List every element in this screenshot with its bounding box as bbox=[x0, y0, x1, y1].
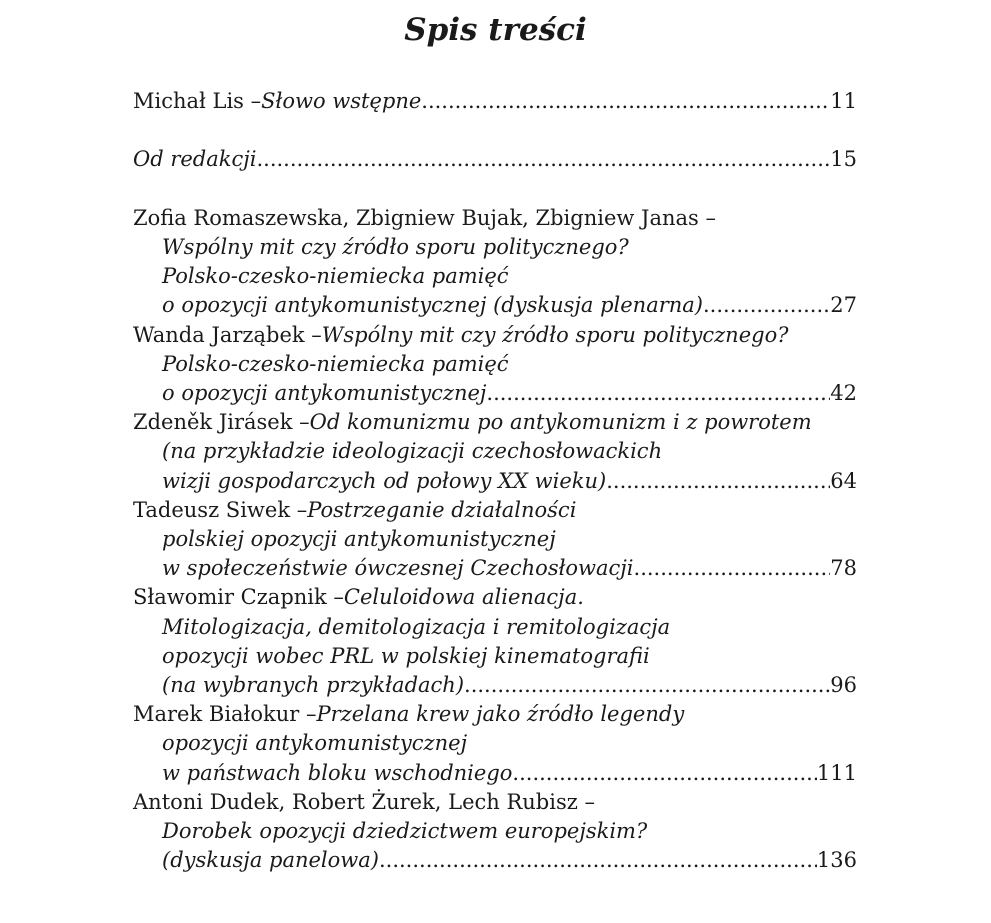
toc-page-number: 64 bbox=[830, 468, 857, 493]
toc-title: Postrzeganie działalności bbox=[307, 497, 577, 522]
toc-title: Wspólny mit czy źródło sporu politycznego? bbox=[162, 234, 629, 259]
toc-author: Wanda Jarząbek – bbox=[133, 322, 322, 347]
toc-entry-bialokur[interactable] bbox=[133, 700, 857, 788]
toc-title: wizji gospodarczych od połowy XX wieku) bbox=[162, 468, 607, 493]
dot-leader bbox=[486, 379, 830, 408]
toc-line bbox=[133, 291, 857, 320]
toc-author: Zdeněk Jirásek – bbox=[133, 410, 310, 435]
toc-author: Zofia Romaszewska, Zbigniew Bujak, Zbigniew Janas – bbox=[133, 205, 716, 230]
toc-page-number: 27 bbox=[830, 293, 857, 318]
dot-leader bbox=[606, 467, 830, 496]
toc-title: Od redakcji bbox=[133, 147, 257, 172]
toc-line bbox=[133, 204, 857, 233]
toc-title: Polsko-czesko-niemiecka pamięć bbox=[162, 351, 509, 376]
toc-author: Marek Białokur – bbox=[133, 702, 317, 727]
toc-title: Wspólny mit czy źródło sporu politycznego? bbox=[321, 322, 789, 347]
toc-author: Sławomir Czapnik – bbox=[133, 585, 344, 610]
table-of-contents bbox=[133, 87, 857, 875]
toc-entry-od-redakcji[interactable] bbox=[133, 145, 857, 174]
toc-page-number: 96 bbox=[830, 673, 857, 698]
dot-leader bbox=[379, 846, 817, 875]
toc-title: Dorobek opozycji dziedzictwem europejskim? bbox=[162, 819, 648, 844]
toc-page-number: 136 bbox=[816, 848, 857, 873]
toc-title: opozycji antykomunistycznej bbox=[162, 731, 468, 756]
toc-page-number: 78 bbox=[830, 556, 857, 581]
toc-title: Celuloidowa alienacja. bbox=[343, 585, 584, 610]
toc-title: w państwach bloku wschodniego bbox=[162, 760, 513, 785]
toc-page-number: 111 bbox=[816, 760, 857, 785]
toc-line bbox=[133, 788, 857, 817]
toc-line bbox=[133, 321, 857, 350]
dot-leader bbox=[703, 291, 830, 320]
page-title: Spis treści bbox=[404, 12, 587, 48]
toc-title: (dyskusja panelowa) bbox=[162, 848, 379, 873]
toc-line bbox=[133, 671, 857, 700]
toc-entry-lis[interactable] bbox=[133, 87, 857, 116]
toc-title: (na wybranych przykładach) bbox=[162, 673, 465, 698]
dot-leader bbox=[634, 554, 831, 583]
toc-title: o opozycji antykomunistycznej (dyskusja plenarna) bbox=[162, 293, 703, 318]
toc-entry-dudek[interactable] bbox=[133, 788, 857, 876]
toc-entry-romaszewska[interactable] bbox=[133, 204, 857, 321]
toc-author: Antoni Dudek, Robert Żurek, Lech Rubisz – bbox=[133, 789, 595, 814]
toc-line bbox=[133, 467, 857, 496]
toc-title: opozycji wobec PRL w polskiej kinematografii bbox=[162, 643, 650, 668]
toc-author: Tadeusz Siwek – bbox=[133, 497, 308, 522]
toc-line bbox=[133, 145, 857, 174]
toc-page-number: 15 bbox=[830, 147, 857, 172]
dot-leader bbox=[512, 759, 816, 788]
toc-title: Mitologizacja, demitologizacja i remitologizacja bbox=[162, 614, 671, 639]
toc-line bbox=[133, 583, 857, 612]
toc-title: w społeczeństwie ówczesnej Czechosłowacji bbox=[162, 556, 634, 581]
toc-line bbox=[133, 496, 857, 525]
toc-title: Przelana krew jako źródło legendy bbox=[316, 702, 685, 727]
toc-line bbox=[133, 700, 857, 729]
toc-line bbox=[133, 554, 857, 583]
toc-title: polskiej opozycji antykomunistycznej bbox=[162, 527, 556, 552]
toc-author: Michał Lis – bbox=[133, 89, 262, 113]
toc-line bbox=[133, 87, 857, 116]
toc-title: Polsko-czesko-niemiecka pamięć bbox=[162, 264, 509, 289]
toc-title: Od komunizmu po antykomunizm i z powrotem bbox=[309, 410, 812, 435]
toc-title: Słowo wstępne bbox=[261, 89, 422, 113]
toc-entry-jarzabek[interactable] bbox=[133, 321, 857, 409]
toc-title: o opozycji antykomunistycznej bbox=[162, 381, 487, 405]
toc-page-number: 11 bbox=[830, 89, 857, 113]
toc-title: (na przykładzie ideologizacji czechosłowackich bbox=[162, 439, 663, 464]
toc-line bbox=[133, 379, 857, 408]
toc-page-number: 42 bbox=[830, 381, 857, 405]
dot-leader bbox=[464, 671, 830, 700]
toc-line bbox=[133, 846, 857, 875]
dot-leader bbox=[421, 87, 830, 116]
toc-entry-siwek[interactable] bbox=[133, 496, 857, 584]
toc-entry-czapnik[interactable] bbox=[133, 583, 857, 700]
toc-entry-jirasek[interactable] bbox=[133, 408, 857, 496]
toc-line bbox=[133, 759, 857, 788]
dot-leader bbox=[256, 145, 830, 174]
toc-line bbox=[133, 408, 857, 437]
